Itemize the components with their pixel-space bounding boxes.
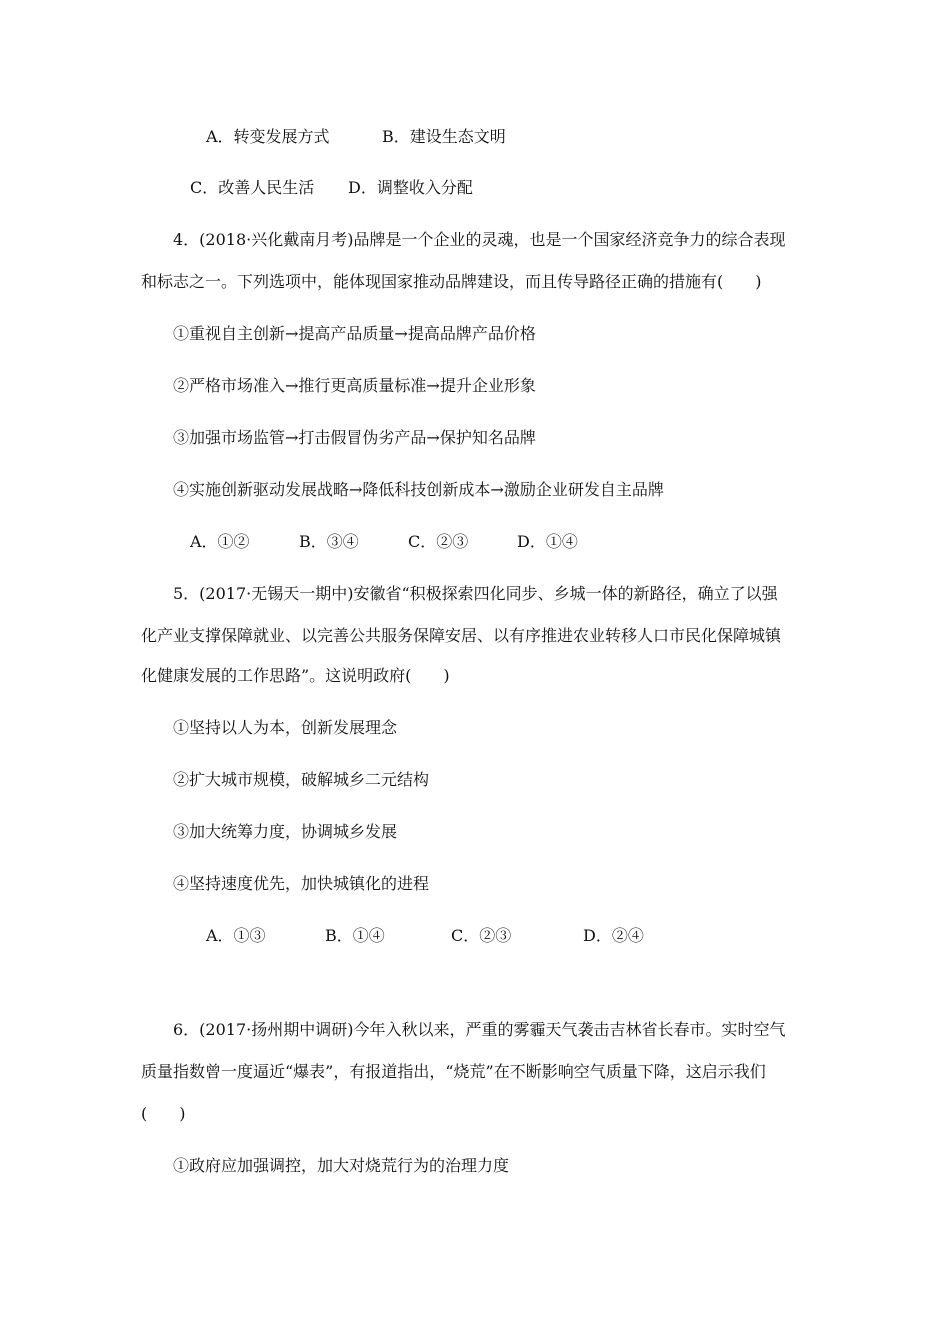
- q6-stem-line-3: ( ): [141, 1104, 186, 1123]
- q3-option-d: D．调整收入分配: [348, 178, 473, 197]
- q4-option-d: D．①④: [517, 532, 578, 551]
- q4-stem-line-1: 4．(2018·兴化戴南月考)品牌是一个企业的灵魂，也是一个国家经济竞争力的综合表现: [173, 230, 786, 249]
- q5-item-3: ③加大统筹力度，协调城乡发展: [173, 822, 398, 841]
- q3-option-c: C．改善人民生活: [190, 178, 315, 197]
- q4-item-3: ③加强市场监管→打击假冒伪劣产品→保护知名品牌: [173, 428, 536, 447]
- q4-item-1: ①重视自主创新→提高产品质量→提高品牌产品价格: [173, 324, 536, 343]
- q3-option-b: B．建设生态文明: [382, 127, 506, 146]
- q5-option-c: C．②③: [451, 926, 512, 945]
- q5-option-a: A．①③: [206, 926, 266, 945]
- q5-item-2: ②扩大城市规模，破解城乡二元结构: [173, 770, 430, 789]
- q4-option-c: C．②③: [408, 532, 469, 551]
- q6-stem-line-2: 质量指数曾一度逼近“爆表”，有报道指出，“烧荒”在不断影响空气质量下降，这启示我们: [141, 1062, 766, 1081]
- q5-option-d: D．②④: [583, 926, 644, 945]
- q4-option-b: B．③④: [299, 532, 359, 551]
- q4-option-a: A．①②: [190, 532, 250, 551]
- q4-item-4: ④实施创新驱动发展战略→降低科技创新成本→激励企业研发自主品牌: [173, 480, 664, 499]
- q4-item-2: ②严格市场准入→推行更高质量标准→提升企业形象: [173, 376, 536, 395]
- q5-option-b: B．①④: [325, 926, 385, 945]
- q6-item-1: ①政府应加强调控，加大对烧荒行为的治理力度: [173, 1156, 510, 1175]
- q6-stem-line-1: 6．(2017·扬州期中调研)今年入秋以来，严重的雾霾天气袭击吉林省长春市。实时空气: [173, 1020, 786, 1039]
- q5-stem-line-3: 化健康发展的工作思路”。这说明政府( ): [141, 666, 450, 685]
- q5-item-1: ①坚持以人为本，创新发展理念: [173, 718, 398, 737]
- q4-stem-line-2: 和标志之一。下列选项中，能体现国家推动品牌建设，而且传导路径正确的措施有( ): [141, 272, 762, 291]
- q3-option-a: A．转变发展方式: [206, 127, 330, 146]
- q5-stem-line-1: 5．(2017·无锡天一期中)安徽省“积极探索四化同步、乡城一体的新路径，确立了以强: [173, 584, 778, 603]
- q5-stem-line-2: 化产业支撑保障就业、以完善公共服务保障安居、以有序推进农业转移人口市民化保障城镇: [141, 626, 782, 645]
- q5-item-4: ④坚持速度优先，加快城镇化的进程: [173, 874, 430, 893]
